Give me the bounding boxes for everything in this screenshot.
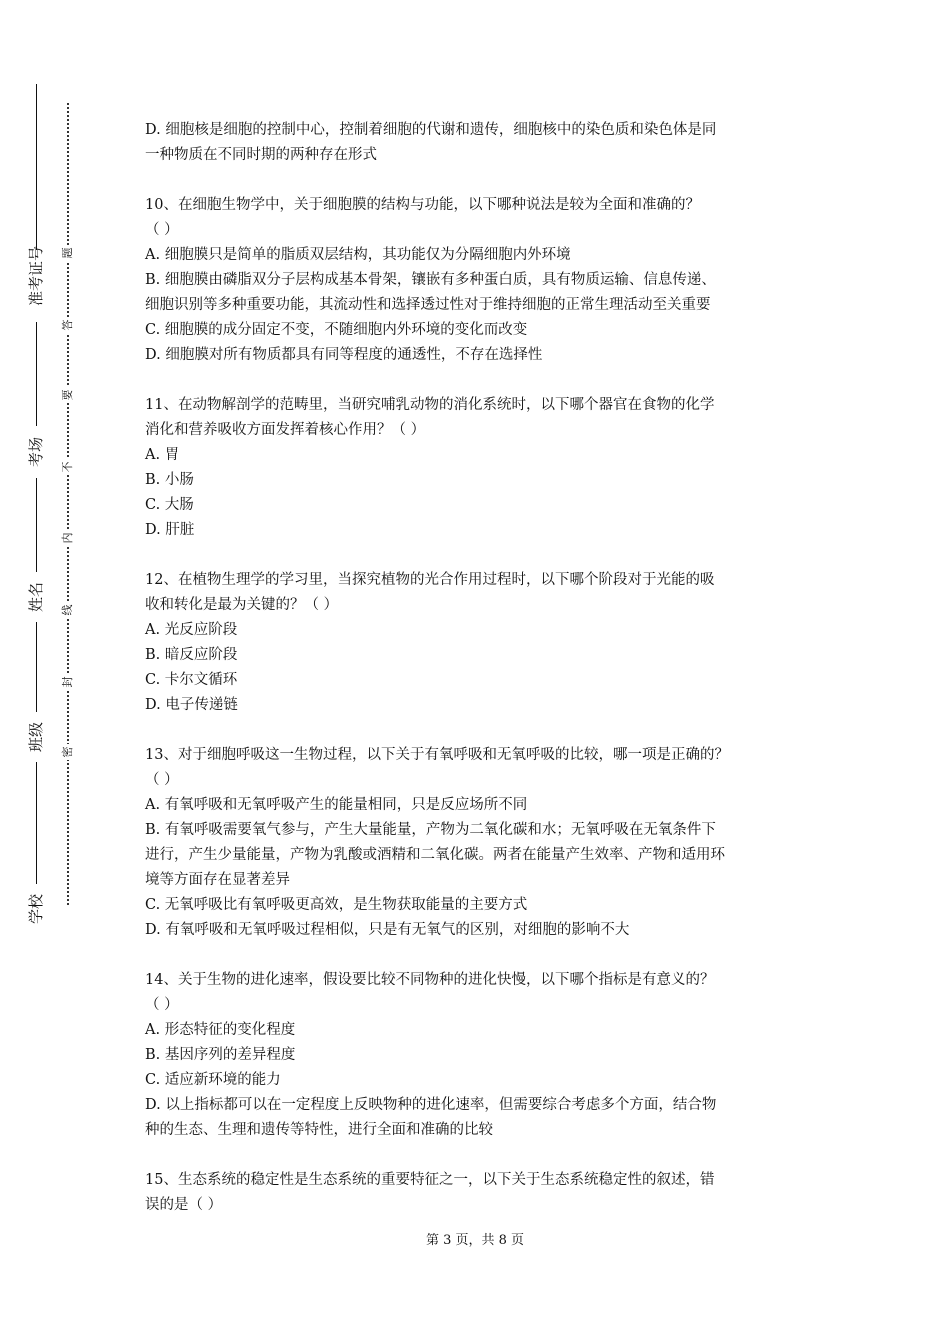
seal-word-da: 答: [61, 317, 75, 333]
exam-number-label: 准考证号: [27, 245, 45, 306]
question-stem: 10、在细胞生物学中，关于细胞膜的结构与功能，以下哪种说法是较为全面和准确的？: [145, 197, 700, 213]
question-stem-cont: 误的是（ ）: [145, 1197, 223, 1213]
seal-word-yao: 要: [61, 387, 75, 403]
option-c: C. 卡尔文循环: [145, 672, 238, 688]
answer-blank: （ ）: [145, 222, 179, 238]
option-line: D. 细胞核是细胞的控制中心，控制着细胞的代谢和遗传，细胞核中的染色质和染色体是同: [145, 122, 717, 138]
seal-word-nei: 内: [61, 530, 75, 546]
seal-word-xian: 线: [61, 602, 75, 618]
seal-word-bu: 不: [61, 459, 75, 475]
question-content: [145, 118, 810, 1218]
option-a: A. 细胞膜只是简单的脂质双层结构，其功能仅为分隔细胞内外环境: [145, 247, 571, 263]
student-name-label: 姓名: [27, 582, 45, 613]
question-stem-cont: 消化和营养吸收方面发挥着核心作用？（ ）: [145, 422, 426, 438]
class-label: 班级: [27, 722, 45, 753]
answer-blank: （ ）: [145, 997, 179, 1013]
question-stem: 14、关于生物的进化速率，假设要比较不同物种的进化快慢，以下哪个指标是有意义的？: [145, 972, 715, 988]
option-b: B. 暗反应阶段: [145, 647, 238, 663]
seal-word-mi: 密: [61, 744, 75, 760]
option-d: D. 肝脏: [145, 522, 195, 538]
option-d: D. 细胞膜对所有物质都具有同等程度的通透性，不存在选择性: [145, 347, 543, 363]
answer-blank: （ ）: [145, 772, 179, 788]
question-stem: 15、生态系统的稳定性是生态系统的重要特征之一，以下关于生态系统稳定性的叙述，错: [145, 1172, 715, 1188]
option-b: B. 小肠: [145, 472, 194, 488]
option-d: D. 以上指标都可以在一定程度上反映物种的进化速率，但需要综合考虑多个方面，结合物: [145, 1097, 717, 1113]
option-b-cont: 境等方面存在显著差异: [145, 872, 290, 888]
option-b: B. 有氧呼吸需要氧气参与，产生大量能量，产物为二氧化碳和水；无氧呼吸在无氧条件下: [145, 822, 716, 838]
option-a: A. 光反应阶段: [145, 622, 238, 638]
question-stem-cont: 收和转化是最为关键的？（ ）: [145, 597, 339, 613]
question-stem: 12、在植物生理学的学习里，当探究植物的光合作用过程时，以下哪个阶段对于光能的吸: [145, 572, 715, 588]
question-11: [145, 393, 810, 543]
question-10: [145, 193, 810, 368]
question-13: [145, 743, 810, 943]
option-c: C. 大肠: [145, 497, 194, 513]
margin-line-4: [36, 762, 37, 884]
question-stem: 13、对于细胞呼吸这一生物过程，以下关于有氧呼吸和无氧呼吸的比较，哪一项是正确的？: [145, 747, 729, 763]
option-b-cont: 细胞识别等多种重要功能，其流动性和选择透过性对于维持细胞的正常生理活动至关重要: [145, 297, 711, 313]
margin-line-top: [36, 84, 37, 250]
question-stem: 11、在动物解剖学的范畴里，当研究哺乳动物的消化系统时，以下哪个器官在食物的化学: [145, 397, 715, 413]
margin-line-3: [36, 622, 37, 712]
option-a: A. 形态特征的变化程度: [145, 1022, 296, 1038]
seal-word-ti: 题: [61, 245, 75, 261]
option-a: A. 有氧呼吸和无氧呼吸产生的能量相同，只是反应场所不同: [145, 797, 528, 813]
seal-dotted-line: [67, 103, 69, 905]
seal-word-feng: 封: [61, 674, 75, 690]
question-12: [145, 568, 810, 718]
option-b: B. 基因序列的差异程度: [145, 1047, 296, 1063]
school-label: 学校: [27, 894, 45, 925]
option-b: B. 细胞膜由磷脂双分子层构成基本骨架，镶嵌有多种蛋白质，具有物质运输、信息传递、: [145, 272, 716, 288]
exam-room-label: 考场: [27, 437, 45, 468]
option-line: 一种物质在不同时期的两种存在形式: [145, 147, 377, 163]
option-c: C. 适应新环境的能力: [145, 1072, 281, 1088]
option-d: D. 电子传递链: [145, 697, 238, 713]
margin-line-2: [36, 478, 37, 572]
option-b-cont: 进行，产生少量能量，产物为乳酸或酒精和二氧化碳。两者在能量产生效率、产物和适用环: [145, 847, 725, 863]
margin-line-1: [36, 322, 37, 426]
question-14: [145, 968, 810, 1143]
question-9-option-d: [145, 118, 810, 168]
option-d-cont: 种的生态、生理和遗传等特性，进行全面和准确的比较: [145, 1122, 493, 1138]
page-number: 第 3 页，共 8 页: [425, 1233, 525, 1248]
option-a: A. 胃: [145, 447, 180, 463]
question-15: [145, 1168, 810, 1218]
option-c: C. 无氧呼吸比有氧呼吸更高效，是生物获取能量的主要方式: [145, 897, 528, 913]
option-d: D. 有氧呼吸和无氧呼吸过程相似，只是有无氧气的区别，对细胞的影响不大: [145, 922, 630, 938]
option-c: C. 细胞膜的成分固定不变，不随细胞内外环境的变化而改变: [145, 322, 528, 338]
